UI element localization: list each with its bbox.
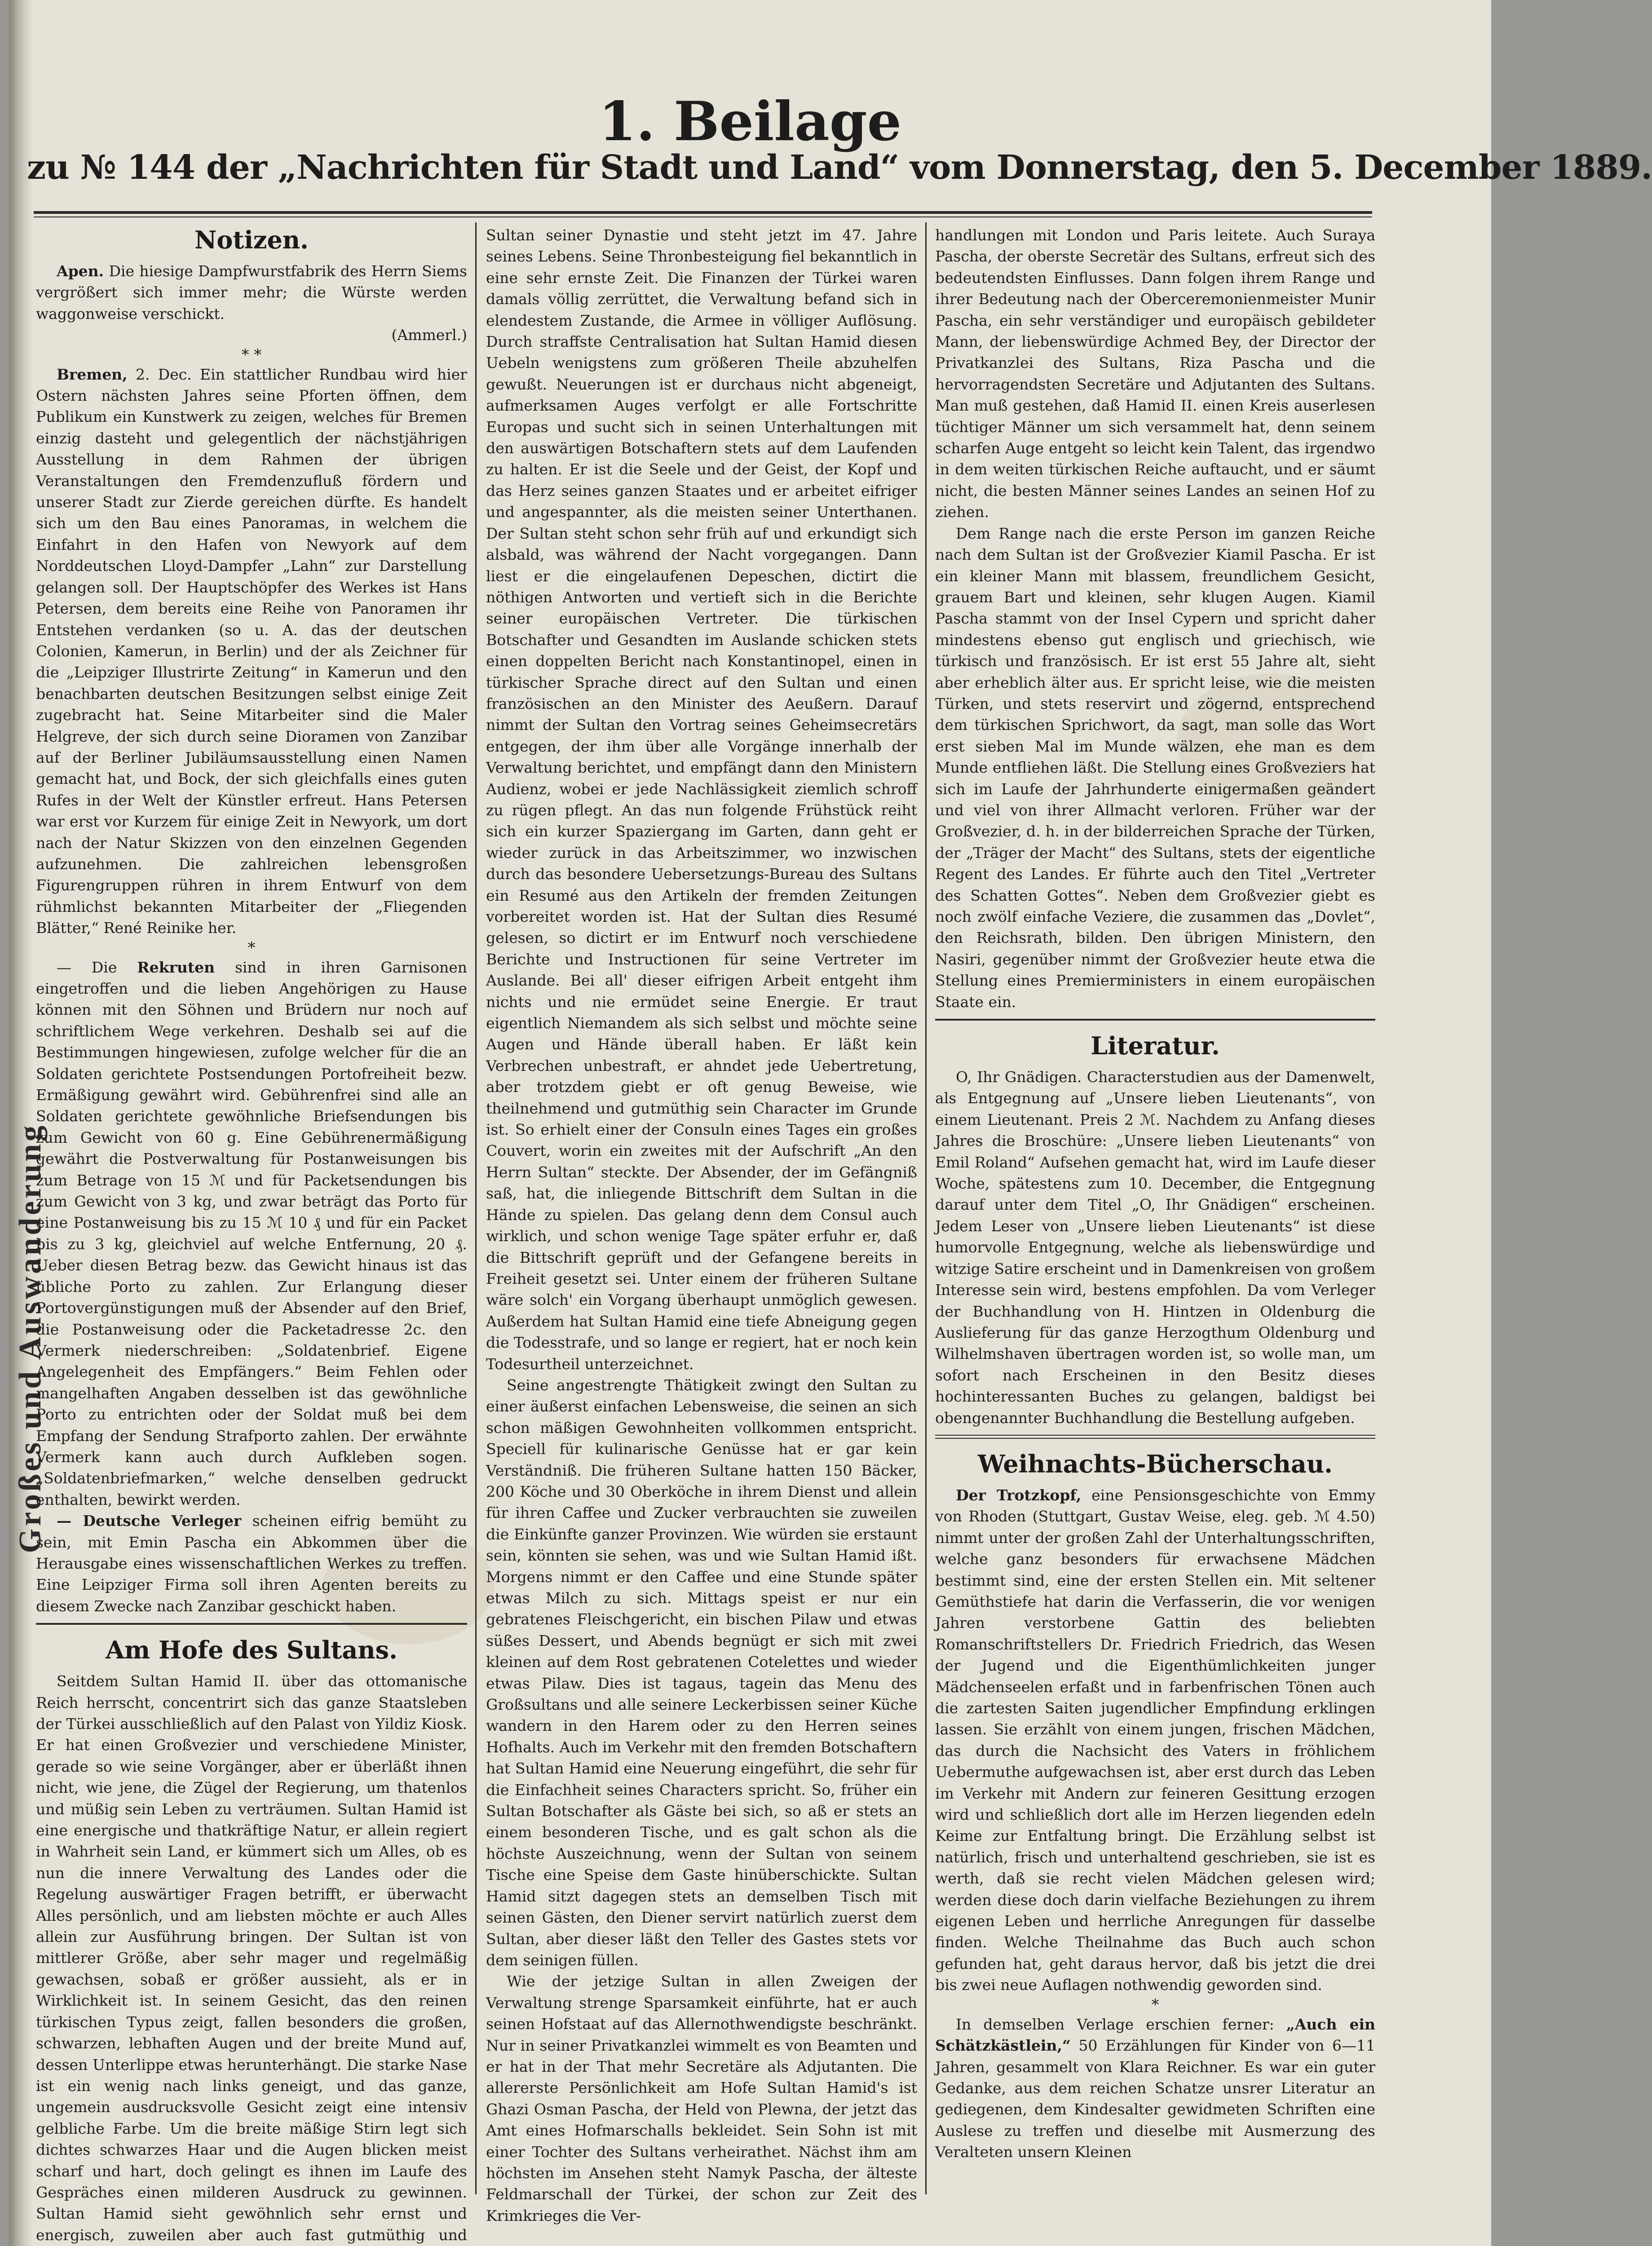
adjacent-page-fragment: Großes und Auswanderung [13, 1123, 48, 1553]
rekruten-lead: Rekruten [137, 958, 215, 976]
separator-stars: * * [241, 345, 262, 364]
separator-star: * [247, 938, 256, 957]
section-rule [36, 1623, 467, 1625]
article-verleger [36, 1510, 467, 1617]
trotzkopf-lead: Der Trotzkopf, [956, 1486, 1082, 1504]
apen-source: (Ammerl.) [391, 326, 467, 344]
column-1 [36, 225, 467, 2244]
section-rule-double [935, 1435, 1375, 1439]
apen-text: Die hiesige Dampfwurstfabrik des Herrn Siems vergrößert sich immer mehr; die Würste werden waggonweise verschickt. [36, 262, 467, 323]
verleger-pre: — Deutsche [57, 1512, 160, 1530]
supplement-title: 1. Beilage [598, 90, 901, 153]
sultan-continued-1: Sultan seiner Dynastie und steht jetzt im 47. Jahre seines Lebens. Seine Thronbesteigung fiel bekanntlich in eine sehr ernste Zeit. Die Finanzen der Türkei waren damals völlig zerrüttet, die Verwaltung befand sich in elendestem Zustande, die Armee in völliger Auflösung. Durch straffste Centralisation hat Sultan Hamid diesen Uebeln wenigstens zum größeren Theile abzuhelfen gewußt. Neuerungen ist er durchaus nicht abgeneigt, aufmerksamen Auges verfolgt er alle Fortschritte Europas und sucht sich in seinen Unterhaltungen mit den auswärtigen Botschaftern stets auf dem Laufenden zu halten. Er ist die Seele und der Geist, der Kopf und das Herz seines ganzen Staates und er arbeitet eifriger und angespannter, als die meisten seiner Unterthanen. Der Sultan steht schon sehr früh auf und erkundigt sich alsbald, was während der Nacht vorgegangen. Dann liest er die eingelaufenen Depeschen, dictirt die nöthigen Antworten und vertieft sich in die Berichte seiner europäischen Vertreter. Die türkischen Botschafter und Gesandten im Auslande schicken stets einen doppelten Bericht nach Konstantinopel, einen in türkischer Sprache direct auf den Sultan und einen französischen an den Minister des Aeußern. Darauf nimmt der Sultan den Vortrag seines Geheimsecretärs entgegen, der ihm über alle Vorgänge innerhalb der Verwaltung berichtet, und empfängt dann den Ministern Audienz, wobei er jede Nachlässigkeit ziemlich schroff zu rügen pflegt. An das nun folgende Frühstück reiht sich ein kurzer Spaziergang im Garten, dann geht er wieder zurück in das Arbeitszimmer, wo inzwischen durch das besondere Uebersetzungs-Bureau des Sultans ein Resumé aus den Artikeln der fremden Zeitungen vorbereitet worden ist. Hat der Sultan dies Resumé gelesen, so dictirt er im Entwurf noch verschiedene Berichte und Instructionen für seine Vertreter im Auslande. Bei all' dieser eifrigen Arbeit entgeht ihm nichts und nie ermüdet seine Energie. Er traut eigentlich Niemandem als sich selbst und möchte seine Augen und Hände überall haben. Er läßt kein Verbrechen unbestraft, er ahndet jede Uebertretung, aber trotzdem giebt er oft genug Beweise, wie theilnehmend und gutmüthig sein Character im Grunde ist. So erhielt einer der Consuln eines Tages ein großes Couvert, worin ein zweites mit der Aufschrift „An den Herrn Sultan“ steckte. Der Absender, der im Gefängniß saß, hat, die inliegende Bittschrift dem Sultan in die Hände zu spielen. Das gelang denn dem Consul auch wirklich, und schon wenige Tage später erfuhr er, daß die Bittschrift geprüft und der Gefangene bereits in Freiheit gesetzt sei. Unter einem der früheren Sultane wäre solch' ein Vorgang überhaupt unmöglich gewesen. Außerdem hat Sultan Hamid eine tiefe Abneigung gegen die Todesstrafe, und so lange er regiert, hat er noch kein Todesurtheil unterzeichnet. [486, 226, 917, 1373]
sultan-continued-4: handlungen mit London und Paris leitete. Auch Suraya Pascha, der oberste Secretär des Sultans, erfreut sich des bedeutendsten Einflusses. Dann folgen ihrem Range und ihrer Bedeutung nach der Oberceremonienmeister Munir Pascha, ein sehr verständiger und europäisch gebildeter Mann, der liebenswürdige Achmed Bey, der Director der Privatkanzlei des Sultans, Riza Pascha und die hervorragendsten Secretäre und Adjutanten des Sultans. Man muß gestehen, daß Hamid II. einen Kreis auserlesen tüchtiger Männer um sich versammelt hat, denn seinem scharfen Auge entgeht so leicht kein Talent, das irgendwo in dem weiten türkischen Reiche auftaucht, und er säumt nicht, die besten Männer seines Landes an seinen Hof zu ziehen. [935, 226, 1375, 521]
separator-star: * [1151, 1995, 1159, 2014]
column-2 [486, 225, 917, 2228]
section-rule [935, 1019, 1375, 1021]
sultan-text: Seitdem Sultan Hamid II. über das ottomanische Reich herrscht, concentrirt sich das ganze Staatsleben der Türkei ausschließlich auf den Palast von Yildiz Kiosk. Er hat einen Großvezier und verschiedene Minister, gerade so wie seine Vorgänger, aber er überläßt ihnen nicht, wie jene, die Zügel der Regierung, um thatenlos und müßig sein Leben zu verträumen. Sultan Hamid ist eine energische und thatkräftige Natur, er allein regiert in Wahrheit sein Land, er kümmert sich um Alles, ob es nun die innere Verwaltung des Landes oder die Regelung auswärtiger Fragen betrifft, er überwacht Alles persönlich, und am liebsten möchte er auch Alles allein zur Ausführung bringen. Der Sultan ist von mittlerer Größe, aber sehr mager und regelmäßig gewachsen, sobaß er größer aussieht, als er in Wirklichkeit ist. In seinem Gesicht, das den reinen türkischen Typus zeigt, fallen besonders die großen, schwarzen, lebhaften Augen und der breite Mund auf, dessen Unterlippe etwas herunterhängt. Die starke Nase ist ein wenig nach links geneigt, und das ganze, ungemein ausdrucksvolle Gesicht zeigt eine intensiv gelbliche Farbe. Um die breite mäßige Stirn legt sich dichtes schwarzes Haar und die Augen blicken meist scharf und hart, doch gelingt es ihnen im Laufe des Gespräches einen milderen Ausdruck zu gewinnen. Sultan Hamid sieht gewöhnlich sehr ernst und energisch, zuweilen aber auch fast gutmüthig und [36, 1672, 467, 2244]
trotzkopf-review [935, 1485, 1375, 1996]
notizen-heading: Notizen. [194, 225, 309, 254]
article-rekruten [36, 957, 467, 1511]
supplement-subtitle: zu № 144 der „Nachrichten für Stadt und Land“ vom Donnerstag, den 5. December 1889. [27, 148, 1652, 187]
sultan-heading: Am Hofe des Sultans. [106, 1636, 398, 1665]
verleger-text: scheinen eifrig bemüht zu sein, mit Emin Pascha ein Abkommen über die Herausgabe eines wissenschaftlichen Werkes zu treffen. Eine Leipziger Firma soll ihren Agenten bereits zu diesem Zwecke nach Zanzibar geschickt haben. [36, 1512, 467, 1615]
article-bremen [36, 364, 467, 939]
literatur-text: O, Ihr Gnädigen. Characterstudien aus der Damenwelt, als Entgegnung auf „Unsere lieben Lieutenants“, von einem Lieutenant. Preis 2 ℳ. Nachdem zu Anfang dieses Jahres die Broschüre: „Unsere lieben Lieutenants“ von Emil Roland“ Aufsehen gemacht hat, wird im Laufe dieser Woche, spätestens zum 10. December, die Entgegnung darauf unter dem Titel „O, Ihr Gnädigen“ erscheinen. Jedem Leser von „Unsere lieben Lieutenants“ ist diese humorvolle Entgegnung, welche als liebenswürdige und witzige Satire erscheint und in Damenkreisen von großem Interesse sein wird, bestens empfohlen. Da vom Verleger der Buchhandlung von H. Hintzen in Oldenburg die Auslieferung für das ganze Herzogthum Oldenburg und Wilhelmshaven übertragen worden ist, so wolle man, um sofort nach Erscheinen in den Besitz dieses hochinteressanten Buches zu gelangen, baldigst bei obengenannter Buchhandlung die Bestellung aufgeben. [935, 1068, 1375, 1427]
newspaper-page [9, 0, 1652, 2246]
rekruten-pre: — Die [57, 958, 117, 976]
literatur-heading: Literatur. [1091, 1031, 1220, 1061]
apen-lead: Apen. [57, 262, 104, 280]
header-rule [34, 211, 1372, 217]
schatzkaestlein-pre: In demselben Verlage erschien ferner: [956, 2015, 1274, 2033]
trotzkopf-text: eine Pensionsgeschichte von Emmy von Rhoden (Stuttgart, Gustav Weise, eleg. geb. ℳ 4.50) nimmt unter der großen Zahl der Unterhaltungsschriften, welche ganz besonders für erwachsene Mädchen bestimmt sind, eine der ersten Stellen ein. Mit seltener Gemüthstiefe hat darin die Verfasserin, die vor wenigen Jahren verstorbene Gattin des beliebten Romanschriftstellers Dr. Friedrich Friedrich, das Wesen der Jugend und die Eigenthümlichkeiten junger Mädchenseelen erfaßt und in farbenfrischen Tönen auch die zartesten Saiten jugendlicher Empfindung erklingen lassen. Sie erzählt von einem jungen, frischen Mädchen, das durch die Nachsicht des Vaters in fröhlichem Uebermuthe aufgewachsen ist, aber erst durch das Leben im Verkehr mit Andern zur feineren Gesittung erzogen wird und schließlich dort alle im Herzen liegenden edeln Keime zur Entfaltung bringt. Die Erzählung selbst ist natürlich, frisch und unterhaltend geschrieben, sie ist es werth, daß sie recht vielen Mädchen gelesen wird; werden diese doch darin vielfache Beziehungen zu ihrem eigenen Leben und herrliche Anregungen für dasselbe finden. Welche Theilnahme das Buch auch schon gefunden hat, geht daraus hervor, daß bis jetzt die drei bis zwei neue Auflagen nothwendig geworden sind. [935, 1486, 1375, 1994]
sultan-continued-2: Seine angestrengte Thätigkeit zwingt den Sultan zu einer äußerst einfachen Lebensweise, die seinen an sich schon mäßigen Gewohnheiten vollkommen entspricht. Speciell für kulinarische Genüsse hat er gar kein Verständniß. Die früheren Sultane hatten 150 Bäcker, 200 Köche und 30 Oberköche in ihrem Dienst und allein für ihren Caffee und Zucker verbrauchten sie zuweilen die Einkünfte ganzer Provinzen. Wie würden sie erstaunt sein, könnten sie sehen, was und wie Sultan Hamid ißt. Morgens nimmt er den Caffee und eine Stunde später etwas Milch zu sich. Mittags speist er nur ein gebratenes Fleischgericht, ein bischen Pilaw und etwas süßes Dessert, und Abends begnügt er sich mit zwei kleinen auf dem Rost gebratenen Cotelettes und wieder etwas Pilaw. Dies ist tagaus, tagein das Menu des Großsultans und alle seinere Leckerbissen seiner Küche wandern in den Harem oder zu den Herren seines Hofhalts. Auch im Verkehr mit den fremden Botschaftern hat Sultan Hamid eine Neuerung eingeführt, die sehr für die Einfachheit seines Characters spricht. So, früher ein Sultan Botschafter als Gäste bei sich, so aß er stets an einem besonderen Tische, und es galt schon als die höchste Auszeichnung, wenn der Sultan von seinem Tische eine Speise dem Gaste hinüberschickte. Sultan Hamid sitzt dagegen stets an demselben Tisch mit seinen Gästen, den Diener servirt natürlich zuerst dem Sultan, aber dieser läßt den Teller des Gastes stets vor dem seinigen füllen. [486, 1376, 917, 1969]
schatzkaestlein-text: 50 Erzählungen für Kinder von 6—11 Jahren, gesammelt von Klara Reichner. Es war ein guter Gedanke, aus dem reichen Schatze unsrer Literatur an gediegenen, dem Kindesalter gewidmeten Schriften eine Auslese zu treffen und dieselbe mit Ausmerzung des Veralteten unsern Kleinen [935, 2037, 1375, 2161]
verleger-lead: Verleger [171, 1512, 242, 1530]
schatzkaestlein-lead: „Auch ein Schätzkästlein,“ [935, 2015, 1375, 2055]
weihnachts-heading: Weihnachts-Bücherschau. [978, 1449, 1333, 1478]
sultan-continued-3: Wie der jetzige Sultan in allen Zweigen der Verwaltung strenge Sparsamkeit einführte, hat er auch seinen Hofstaat auf das Allernothwendigste beschränkt. Nur in seiner Privatkanzlei wimmelt es von Beamten und er hat in der That mehr Secretäre als Adjutanten. Die allererste Persönlichkeit am Hofe Sultan Hamid's ist Ghazi Osman Pascha, der Held von Plewna, der jetzt das Amt eines Hofmarschalls bekleidet. Sein Sohn ist mit einer Tochter des Sultans verheirathet. Nächst ihm am höchsten im Ansehen steht Namyk Pascha, der älteste Feldmarschall der Türkei, der schon zur Zeit des Krimkrieges die Ver- [486, 1972, 917, 2224]
schatzkaestlein-review [935, 2014, 1375, 2163]
bremen-text: 2. Dec. Ein stattlicher Rundbau wird hier Ostern nächsten Jahres seine Pforten öffnen, dem Publikum ein Kunstwerk zu zeigen, welches für Bremen einzig dasteht und gelegentlich der nächstjährigen Ausstellung in dem Rahmen der übrigen Veranstaltungen den Fremdenzufluß fördern und unserer Stadt zur Zierde gereichen dürfte. Es handelt sich um den Bau eines Panoramas, in welchem die Einfahrt in den Hafen von Newyork auf dem Norddeutschen Lloyd-Dampfer „Lahn“ zur Darstellung gelangen soll. Der Hauptschöpfer des Werkes ist Hans Petersen, dem bereits eine Reihe von Panoramen ihr Entstehen verdanken (so u. A. das der deutschen Colonien, Kamerun, in Berlin) und der als Zeichner für die „Leipziger Illustrirte Zeitung“ in Kamerun und den benachbarten deutschen Besitzungen selbst einige Zeit zugebracht hat. Seine Mitarbeiter sind die Maler Helgreve, der sich durch seine Dioramen von Zanzibar auf der Berliner Jubiläumsausstellung einen Namen gemacht hat, und Bock, der sich gleichfalls eines guten Rufes in der Welt der Künstler erfreut. Hans Petersen war erst vor Kurzem für einige Zeit in Newyork, um dort nach der Natur Skizzen von den einzelnen Gegenden aufzunehmen. Die zahlreichen lebensgroßen Figurengruppen rühren in ihrem Entwurf von dem rühmlichst bekannten Mitarbeiter der „Fliegenden Blätter,“ René Reinike her. [36, 365, 467, 937]
rekruten-text: sind in ihren Garnisonen eingetroffen und die lieben Angehörigen zu Hause können mit den Söhnen und Brüdern nur noch auf schriftlichem Wege verkehren. Deshalb sei auf die Bestimmungen hingewiesen, zufolge welcher für die an Soldaten gerichtete Postsendungen Portofreiheit bezw. Ermäßigung gewährt wird. Gebührenfrei sind alle an Soldaten gerichtete gewöhnliche Briefsendungen bis zum Gewicht von 60 g. Eine Gebührenermäßigung gewährt die Postverwaltung für Postanweisungen bis zum Betrage von 15 ℳ und für Packetsendungen bis zum Gewicht von 3 kg, und zwar beträgt das Porto für eine Postanweisung bis zu 15 ℳ 10 ₰ und für ein Packet bis zu 3 kg, gleichviel auf welche Entfernung, 20 ₰. Ueber diesen Betrag bezw. das Gewicht hinaus ist das übliche Porto zu zahlen. Zur Erlangung dieser Portovergünstigungen muß der Absender auf den Brief, die Postanweisung oder die Packetadresse 2c. den Vermerk niederschreiben: „Soldatenbrief. Eigene Angelegenheit des Empfängers.“ Beim Fehlen oder mangelhaften Angaben desselben ist das gewöhnliche Porto zu entrichten oder der Soldat muß bei dem Empfang der Sendung Strafporto zahlen. Der erwähnte Vermerk kann auch durch Aufkleben sogen. „Soldatenbriefmarken,“ welche denselben gedruckt enthalten, bewirkt werden. [36, 958, 467, 1508]
column-3 [935, 225, 1375, 2228]
sultan-continued-5: Dem Range nach die erste Person im ganzen Reiche nach dem Sultan ist der Großvezier Kiamil Pascha. Er ist ein kleiner Mann mit blassem, freundlichem Gesicht, grauem Bart und kleinen, sehr klugen Augen. Kiamil Pascha stammt von der Insel Cypern und spricht daher mindestens ebenso gut englisch und griechisch, wie türkisch und französisch. Er ist erst 55 Jahre alt, sieht aber erheblich älter aus. Er spricht leise, wie die meisten Türken, und stets reservirt und zögernd, entsprechend dem türkischen Sprichwort, da sagt, man solle das Wort erst sieben Mal im Munde wälzen, ehe man es dem Munde entfliehen läßt. Die Stellung eines Großveziers hat sich im Laufe der Jahrhunderte einigermaßen geändert und viel von ihrer Allmacht verloren. Früher war der Großvezier, d. h. in der bilderreichen Sprache der Türken, der „Träger der Macht“ des Sultans, stets der eigentliche Regent des Landes. Er führte auch den Titel „Vertreter des Schatten Gottes“. Neben dem Großvezier giebt es noch zwölf einfache Veziere, die zusammen das „Dovlet“, den Reichsrath, bilden. Den übrigen Ministern, den Nasiri, gegenüber nimmt der Großvezier heute etwa die Stellung eines Premierministers in einem europäischen Staate ein. [935, 524, 1375, 1011]
column-divider [925, 222, 927, 2194]
article-apen [36, 261, 467, 324]
bremen-lead: Bremen, [57, 365, 128, 383]
column-divider [475, 222, 477, 2194]
